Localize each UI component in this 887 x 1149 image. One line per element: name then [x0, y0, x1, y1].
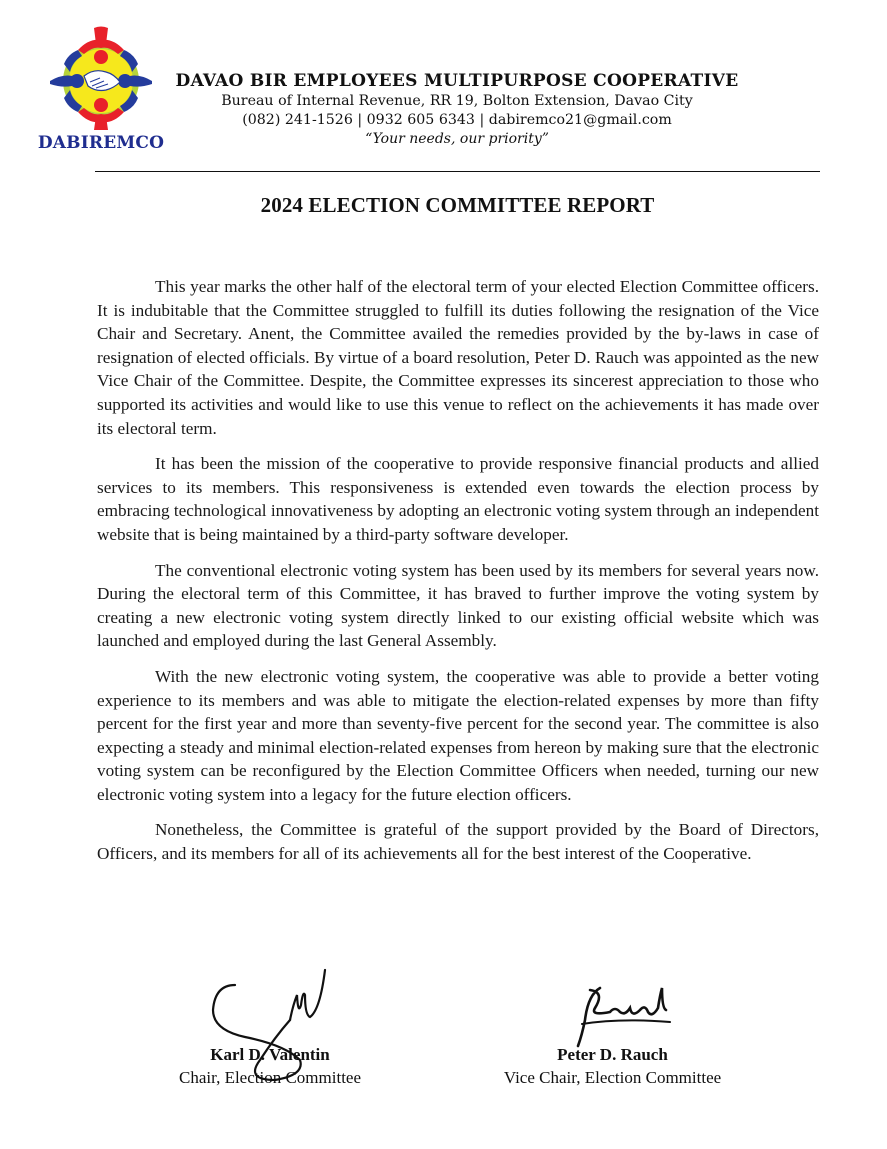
header-divider — [95, 171, 820, 172]
signatory-position: Chair, Election Committee — [178, 1068, 362, 1087]
paragraph: With the new electronic voting system, the cooperative was able to provide a better voting experience to its members and was able to mitigate the election-related expenses by more than fifty percent for the first year and more than seventy-five percent for the second year. The committee is also expecting a steady and minimal election-related expenses from hereon by making sure that the electronic voting system can be reconfigured by the Election Committee Officers when needed, turning our new electronic voting system into a legacy for the future election officers. — [97, 666, 819, 804]
organization-address: Bureau of Internal Revenue, RR 19, Bolton Extension, Davao City — [221, 93, 693, 109]
signatory-name: Peter D. Rauch — [557, 1045, 668, 1064]
organization-motto: “Your needs, our priority” — [365, 131, 549, 147]
paragraph: It has been the mission of the cooperative to provide responsive financial products and allied services to its members. This responsiveness is extended even towards the election process by embracing technological innovativeness by adopting an electronic voting system through an independent website that is being maintained by a third-party software developer. — [97, 454, 819, 544]
letterhead — [170, 70, 744, 149]
document-title: 2024 ELECTION COMMITTEE REPORT — [260, 193, 655, 217]
paragraph: This year marks the other half of the electoral term of your elected Election Committee officers. It is indubitable that the Committee struggled to fulfill its duties following the resignation of the Vice Chair and Secretary. Anent, the Committee availed the remedies provided by the by-laws in case of resignation of elected officials. By virtue of a board resolution, Peter D. Rauch was appointed as the new Vice Chair of the Committee. Despite, the Committee expresses its sincerest appreciation to those who supported its activities and would like to use this venue to reflect on the achievements it has made over its electoral term. — [97, 277, 819, 438]
paragraph: The conventional electronic voting system has been used by its members for several years now. During the electoral term of this Committee, it has braved to further improve the voting system by creating a new electronic voting system directly linked to our existing official website which was launched and employed during the last General Assembly. — [97, 560, 819, 651]
handshake-emblem-icon — [44, 26, 158, 130]
dabiremco-logo — [36, 26, 166, 156]
signatory-chair — [140, 1043, 400, 1089]
signatory-position: Vice Chair, Election Committee — [503, 1068, 722, 1087]
paragraph: Nonetheless, the Committee is grateful of the support provided by the Board of Directors, Officers, and its members for all of its achievements all for the best interest of the Cooperative. — [97, 820, 819, 864]
organization-contacts: (082) 241-1526 | 0932 605 6343 | dabiremco21@gmail.com — [242, 112, 672, 128]
organization-name: DAVAO BIR EMPLOYEES MULTIPURPOSE COOPERATIVE — [175, 71, 739, 91]
document-body — [97, 275, 819, 878]
signatory-vice-chair — [470, 1043, 755, 1089]
signature-peter-rauch — [570, 980, 680, 1050]
logo-wordmark: DABIREMCO — [37, 133, 165, 153]
signatory-name: Karl D. Valentin — [210, 1045, 330, 1064]
